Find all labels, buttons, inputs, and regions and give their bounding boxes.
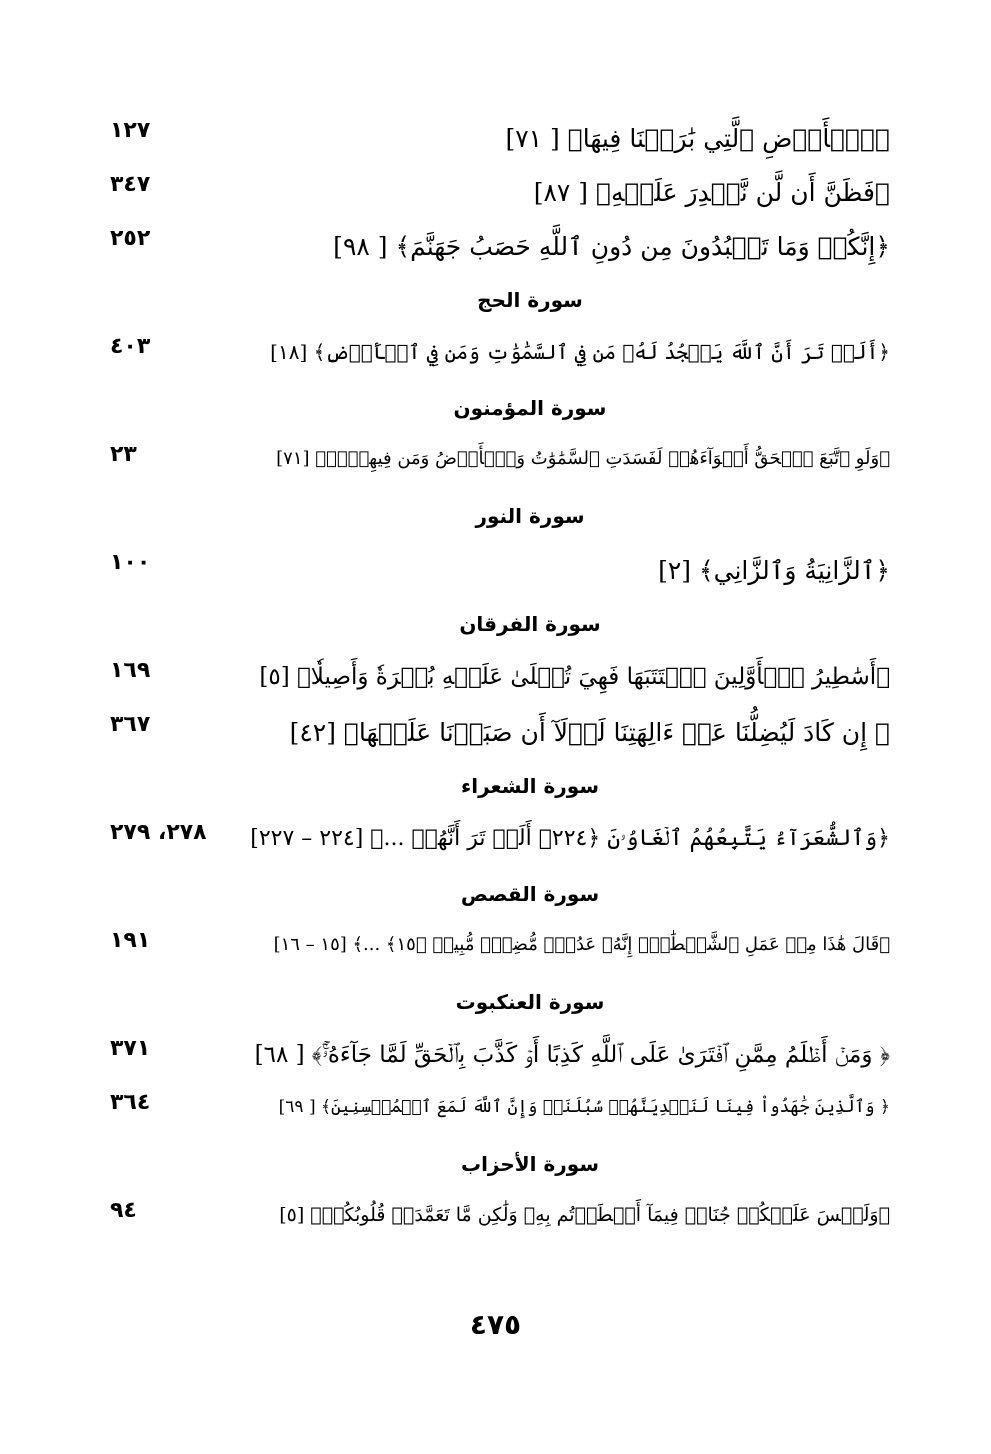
verse-text: ﴿ وَمَنۡ أَظۡلَمُ مِمَّنِ ٱفۡتَرَىٰ عَلَى ٱللَّهِ كَذِبًا أَوۡ كَذَّبَ بِٱلۡحَقِّ لَمَّا جَآءَهُۥٓۚ﴾ [ ٦٨] [254, 1042, 890, 1068]
verse-entry [110, 820, 890, 874]
page-reference: ٢٣ [110, 442, 137, 467]
verse-text: ﴿أَلَمۡ تَرَ أَنَّ ٱللَّهَ يَسۡجُدُ لَهُۥ مَن فِي ٱلسَّمَٰوَٰتِ وَمَن فِي ٱلۡأَرۡضِ﴾ [١٨] [270, 340, 890, 364]
verse-entry [110, 226, 890, 280]
page-reference: ٢٥٢ [110, 226, 151, 251]
surah-heading-text: سورة الشعراء [460, 774, 600, 798]
verse-entry [110, 712, 890, 766]
page-reference: ١٢٧ [110, 118, 151, 143]
verse-text: ﴿وَلَوِ ٱتَّبَعَ ٱلۡحَقُّ أَهۡوَآءَهُمۡ لَفَسَدَتِ ٱلسَّمَٰوَٰتُ وَٱلۡأَرۡضُ وَمَن فِيهِنَّۚ﴾ [٧١] [276, 448, 890, 469]
surah-heading [110, 388, 890, 442]
surah-heading [110, 604, 890, 658]
verse-text: ﴿فَظَنَّ أَن لَّن نَّقۡدِرَ عَلَيۡهِ﴾ [ ٨٧] [533, 178, 890, 207]
surah-heading [110, 874, 890, 928]
surah-heading-text: سورة الحج [477, 288, 583, 312]
verse-text: ﴿أَسَٰطِيرُ ٱلۡأَوَّلِينَ ٱكۡتَتَبَهَا فَهِيَ تُمۡلَىٰ عَلَيۡهِ بُكۡرَةٗ وَأَصِيلٗا﴾ [٥] [259, 664, 890, 690]
verse-entry [110, 658, 890, 712]
page-reference: ٣٦٧ [110, 712, 151, 737]
verse-text: ﴿وَٱلشُّعَرَآءُ يَتَّبِعُهُمُ ٱلۡغَاوُۥنَ ﴿٢٢٤﴾ أَلَمۡ تَرَ أَنَّهُمۡ ...﴾ [٢٢٤ – ٢٢٧] [250, 826, 890, 851]
verse-text: ﴿وَلَيۡسَ عَلَيۡكُمۡ جُنَاحٞ فِيمَآ أَخۡطَأۡتُم بِهِۦ وَلَٰكِن مَّا تَعَمَّدَتۡ قُلُوبُكُمۡ﴾ [٥] [279, 1204, 890, 1226]
verse-text: ﴿ إِن كَادَ لَيُضِلُّنَا عَنۡ ءَالِهَتِنَا لَوۡلَآ أَن صَبَرۡنَا عَلَيۡهَا﴾ [٤٢] [289, 718, 890, 747]
page-number: ٤٧٥ [469, 1308, 522, 1341]
surah-heading [110, 766, 890, 820]
page-reference: ٣٦٤ [110, 1090, 151, 1115]
page-reference: ٣٤٧ [110, 172, 151, 197]
verse-entry [110, 1090, 890, 1144]
page-reference: ٤٠٣ [110, 334, 151, 359]
surah-heading-text: سورة القصص [460, 882, 600, 906]
page-reference: ١٩١ [110, 928, 151, 953]
page-reference: ١٦٩ [110, 658, 151, 683]
verse-text: ﴿ٱلزَّانِيَةُ وَٱلزَّانِي﴾ [٢] [658, 556, 890, 585]
page-reference: ٩٤ [110, 1198, 137, 1223]
page-reference: ١٠٠ [110, 550, 151, 575]
verse-entry [110, 442, 890, 496]
surah-heading-text: سورة النور [475, 504, 585, 528]
page-reference: ٣٧١ [110, 1036, 151, 1061]
verse-entry [110, 172, 890, 226]
surah-heading-text: سورة الأحزاب [460, 1152, 600, 1176]
surah-heading [110, 280, 890, 334]
verse-text: ﴿قَالَ هَٰذَا مِنۡ عَمَلِ ٱلشَّيۡطَٰنِۖ إِنَّهُۥ عَدُوّٞ مُّضِلّٞ مُّبِينٞ ﴿١٥﴾ ...﴾ [١٥ – ١٦] [273, 934, 890, 955]
surah-heading-text: سورة العنكبوت [455, 990, 605, 1014]
verse-entry [110, 550, 890, 604]
surah-heading [110, 982, 890, 1036]
verse-text: ﴿إِنَّكُمۡ وَمَا تَعۡبُدُونَ مِن دُونِ ٱللَّهِ حَصَبُ جَهَنَّمَ﴾ [ ٩٨] [333, 232, 890, 261]
surah-heading [110, 496, 890, 550]
surah-heading-text: سورة الفرقان [459, 612, 601, 636]
surah-heading [110, 1144, 890, 1198]
verse-entry [110, 118, 890, 172]
verse-text: ﴿ وَٱلَّذِينَ جَٰهَدُواْ فِينَا لَنَهۡدِيَنَّهُمۡ سُبُلَنَاۚ وَإِنَّ ٱللَّهَ لَمَعَ ٱلۡمُحۡسِنِينَ﴾ [ ٦٩] [278, 1097, 890, 1117]
verse-index-list [110, 118, 890, 1252]
verse-entry [110, 928, 890, 982]
verse-entry [110, 1198, 890, 1252]
page-reference: ٢٧٨، ٢٧٩ [110, 820, 207, 845]
verse-text: ﴿ٱلۡأَرۡضِ ٱلَّتِي بَٰرَكۡنَا فِيهَا﴾ [ ٧١] [505, 124, 890, 153]
surah-heading-text: سورة المؤمنون [453, 396, 607, 420]
verse-entry [110, 1036, 890, 1090]
verse-entry [110, 334, 890, 388]
